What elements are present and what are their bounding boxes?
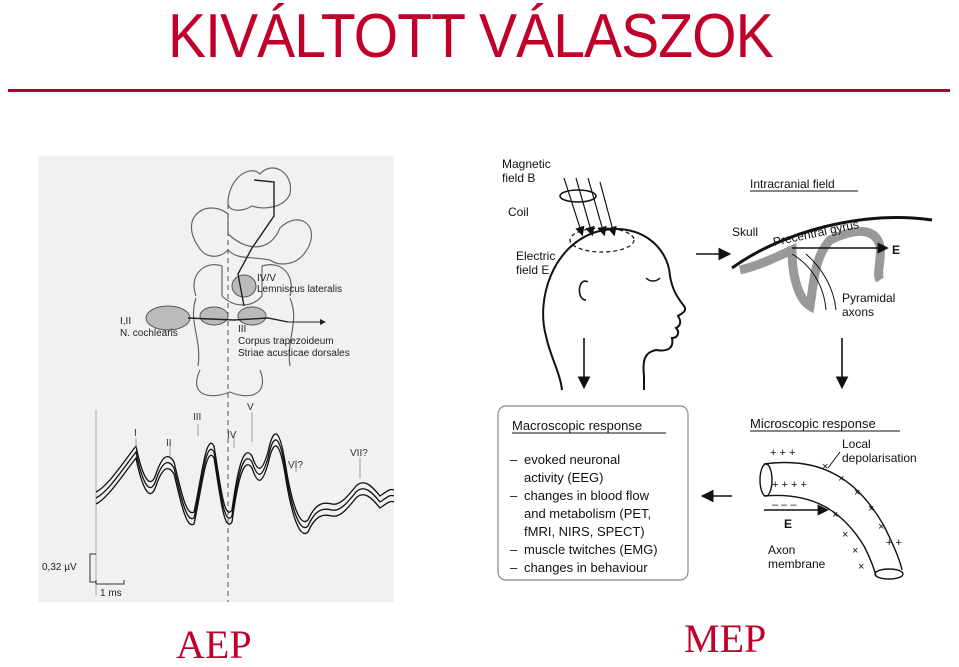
svg-text:×: × bbox=[852, 545, 859, 557]
svg-text:×: × bbox=[842, 529, 849, 541]
wave-v: V bbox=[247, 402, 254, 413]
svg-text:×: × bbox=[838, 473, 845, 485]
svg-text:+ +: + + bbox=[886, 537, 902, 549]
macro-item-6: muscle twitches (EMG) bbox=[524, 542, 658, 557]
svg-text:×: × bbox=[822, 461, 829, 473]
svg-text:×: × bbox=[878, 521, 885, 533]
label-precentral-gyrus: Precentral gyrus bbox=[771, 217, 861, 249]
svg-text:– – –: – – – bbox=[772, 499, 797, 511]
coil-ring bbox=[560, 190, 596, 202]
label-intracranial-e: E bbox=[892, 243, 901, 257]
label-axons: axons bbox=[842, 305, 875, 319]
macro-item-1: evoked neuronal bbox=[524, 452, 621, 467]
wave-i: I bbox=[134, 428, 137, 439]
label-electric: Electric bbox=[516, 249, 556, 263]
label-magnetic: Magnetic bbox=[502, 157, 551, 171]
label-iv-v: IV/V bbox=[257, 273, 276, 284]
label-local: Local bbox=[842, 437, 871, 451]
label-aep: AEP bbox=[176, 622, 252, 667]
svg-text:+ + +: + + + bbox=[770, 447, 796, 459]
cochlear-nucleus-left bbox=[146, 306, 190, 330]
wave-iii: III bbox=[193, 412, 202, 423]
axon-end-left bbox=[760, 464, 772, 496]
label-mep: MEP bbox=[684, 616, 767, 661]
wave-vii: VII? bbox=[350, 448, 368, 459]
label-skull: Skull bbox=[732, 225, 759, 239]
mep-figure bbox=[492, 150, 942, 586]
eye bbox=[646, 278, 660, 281]
macro-dash-3: – bbox=[510, 542, 518, 557]
aep-background bbox=[38, 156, 394, 602]
head-profile bbox=[543, 229, 685, 390]
label-axon: Axon bbox=[768, 543, 796, 557]
label-field-e: field E bbox=[516, 263, 550, 277]
macro-item-2: activity (EEG) bbox=[524, 470, 604, 485]
macro-item-5: fMRI, NIRS, SPECT) bbox=[524, 524, 645, 539]
label-field-b: field B bbox=[502, 171, 536, 185]
macro-dash-2: – bbox=[510, 488, 518, 503]
page-title: KIVÁLTOTT VÁLASZOK bbox=[168, 2, 773, 71]
macro-dash-4: – bbox=[510, 560, 518, 575]
ear bbox=[579, 281, 588, 300]
aep-figure bbox=[38, 156, 394, 602]
label-micro-e: E bbox=[784, 517, 793, 531]
macro-item-7: changes in behaviour bbox=[524, 560, 648, 575]
scale-amplitude: 0,32 µV bbox=[42, 562, 77, 573]
macro-item-3: changes in blood flow bbox=[524, 488, 650, 503]
microscopic-title: Microscopic response bbox=[750, 416, 876, 431]
macro-dash-1: – bbox=[510, 452, 518, 467]
olive-right bbox=[238, 307, 266, 325]
intracranial-title: Intracranial field bbox=[750, 177, 835, 191]
label-i-ii: I,II bbox=[120, 316, 132, 327]
label-depolarisation: depolarisation bbox=[842, 451, 917, 465]
lemniscus-nucleus bbox=[232, 275, 256, 297]
label-n-cochlearis: N. cochlearis bbox=[120, 328, 178, 339]
label-pyramidal: Pyramidal bbox=[842, 291, 896, 305]
wave-vi: VI? bbox=[288, 460, 304, 471]
svg-text:×: × bbox=[858, 561, 865, 573]
label-membrane: membrane bbox=[768, 557, 826, 571]
label-iii: III bbox=[238, 324, 247, 335]
macro-item-4: and metabolism (PET, bbox=[524, 506, 652, 521]
magnetic-field-lines bbox=[564, 178, 614, 234]
wave-iv: IV bbox=[227, 430, 237, 441]
svg-text:×: × bbox=[832, 509, 839, 521]
label-lemniscus: Lemniscus lateralis bbox=[257, 284, 343, 295]
label-coil: Coil bbox=[508, 205, 529, 219]
label-corpus: Corpus trapezoideum bbox=[238, 336, 334, 347]
svg-text:×: × bbox=[854, 487, 861, 499]
axon-end-bottom bbox=[875, 569, 903, 579]
title-divider bbox=[8, 89, 950, 92]
svg-text:+ + + +: + + + + bbox=[772, 479, 807, 491]
olive-left bbox=[200, 307, 228, 325]
label-striae: Striae acusticae dorsales bbox=[238, 348, 350, 359]
svg-text:×: × bbox=[868, 503, 875, 515]
scale-time: 1 ms bbox=[100, 588, 122, 599]
macroscopic-title: Macroscopic response bbox=[512, 418, 643, 433]
wave-ii: II bbox=[166, 438, 172, 449]
